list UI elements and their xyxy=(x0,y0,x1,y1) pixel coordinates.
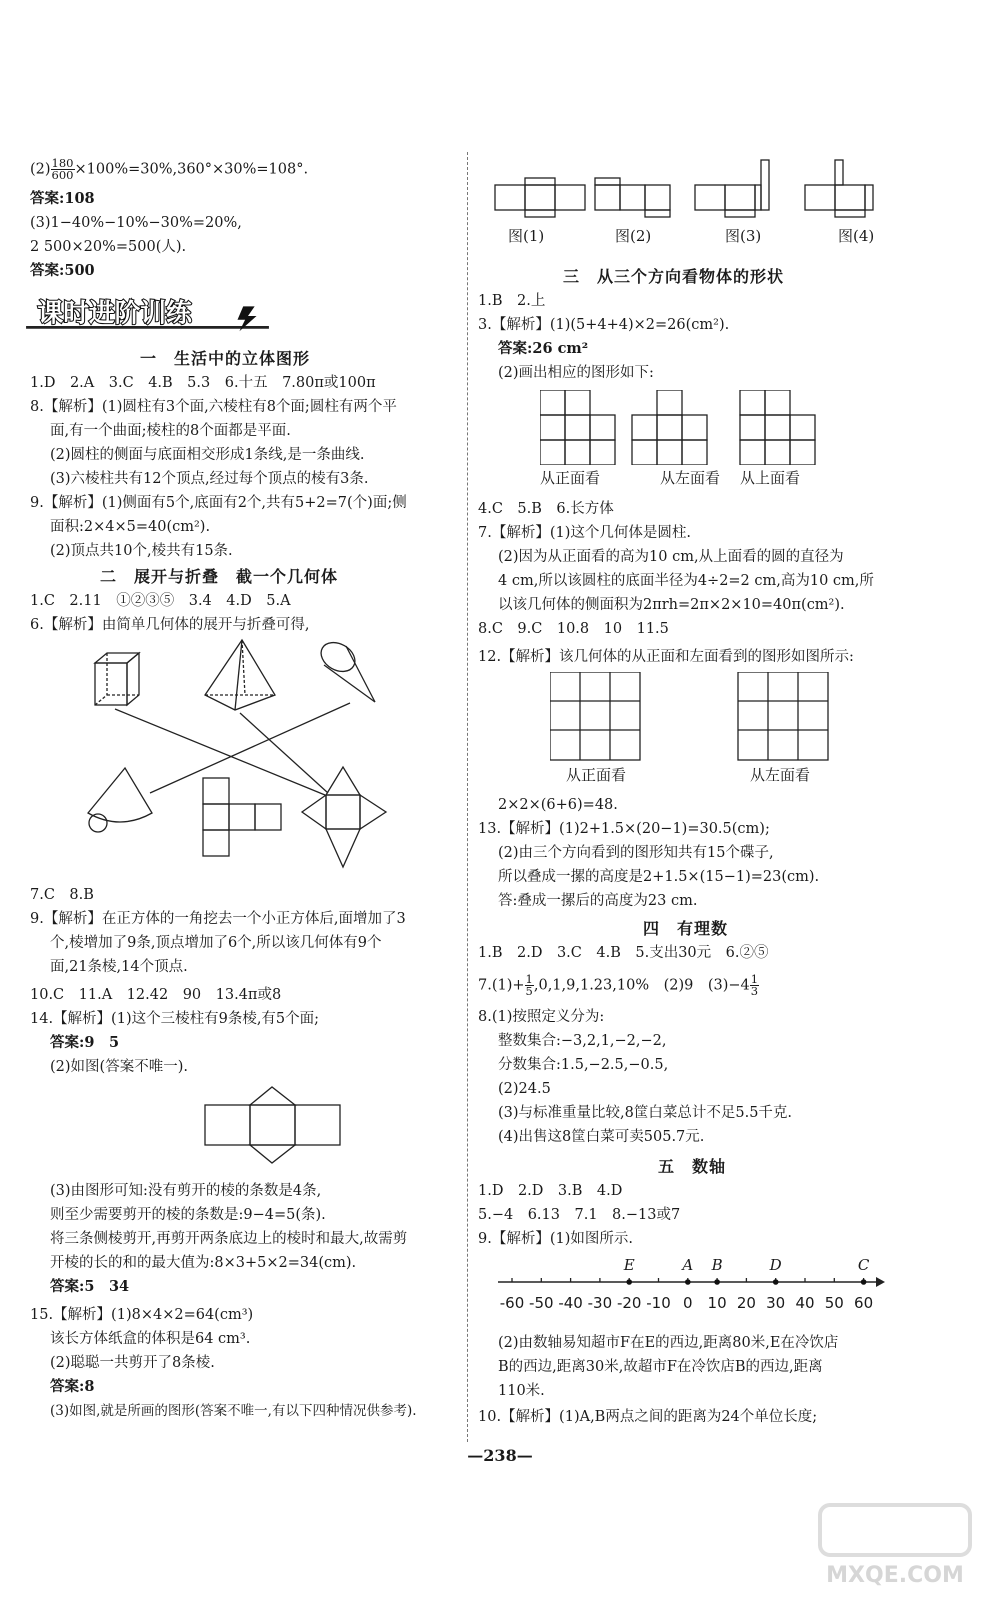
front-view-grid xyxy=(540,390,615,465)
front-view-3x3 xyxy=(550,672,640,760)
point-label: D xyxy=(769,1258,782,1274)
s4-line: 1.B 2.D 3.C 4.B 5.支出30元 6.②⑤ xyxy=(478,945,769,961)
tick-label: -10 xyxy=(646,1294,671,1312)
s1-line: (3)六棱柱共有12个顶点,经过每个顶点的棱有3条. xyxy=(50,471,369,487)
s2-line: (2)聪聪一共剪开了8条棱. xyxy=(50,1355,215,1371)
watermark-logo-shape xyxy=(820,1505,970,1555)
s2-answer: 答案:8 xyxy=(50,1378,95,1395)
view-caption-left: 从左面看 xyxy=(660,469,721,487)
watermark xyxy=(810,1500,980,1590)
s5-line: 1.D 2.D 3.B 4.D xyxy=(478,1183,623,1199)
section-4-title: 四 有理数 xyxy=(643,919,729,938)
s3-line: 4 cm,所以该圆柱的底面半径为4÷2=2 cm,高为10 cm,所 xyxy=(498,573,874,589)
watermark-text: MXQE.COM xyxy=(826,1563,964,1588)
s5-line: 110米. xyxy=(498,1383,545,1399)
s3-line: (2)因为从正面看的高为10 cm,从上面看的圆的直径为 xyxy=(498,549,844,565)
denominator: 5 xyxy=(525,984,533,998)
fig-caption-4: 图(4) xyxy=(838,227,875,245)
fraction xyxy=(51,158,75,181)
matching-figure xyxy=(80,635,400,870)
net-1 xyxy=(495,178,585,217)
s3-line: 7.【解析】(1)这个几何体是圆柱. xyxy=(478,525,691,541)
s5-line: B的西边,距离30米,故超市F在冷饮店B的西边,距离 xyxy=(498,1359,823,1375)
point-label: E xyxy=(623,1258,635,1274)
connector-lines xyxy=(115,703,350,795)
tick-label: 20 xyxy=(736,1294,756,1312)
s2-answer: 答案:5 34 xyxy=(50,1278,130,1295)
s1-line: (2)顶点共10个,棱共有15条. xyxy=(50,543,233,559)
column-divider xyxy=(467,152,468,1442)
view2-caption-left: 从左面看 xyxy=(750,766,811,784)
prev-line-3: (3)1−40%−10%−30%=20%, xyxy=(30,215,242,231)
s2-line: 10.C 11.A 12.42 90 13.4π或8 xyxy=(30,987,282,1003)
s2-line: 开棱的长的和的最大值为:8×3+5×2=34(cm). xyxy=(50,1255,357,1271)
s4-line: (2)24.5 xyxy=(498,1081,551,1097)
s3-line: 13.【解析】(1)2+1.5×(20−1)=30.5(cm); xyxy=(478,821,770,837)
three-views-figure xyxy=(540,390,840,465)
s2-line: (3)由图形可知:没有剪开的棱的条数是4条, xyxy=(50,1183,322,1199)
prev-answer-1: 答案:108 xyxy=(30,190,95,207)
view-caption-front: 从正面看 xyxy=(540,469,601,487)
s2-line: 1.C 2.11 ①②③⑤ 3.4 4.D 5.A xyxy=(30,593,291,609)
numerator: 1 xyxy=(525,972,533,986)
s1-line: 9.【解析】(1)侧面有5个,底面有2个,共有5+2=7(个)面;侧 xyxy=(30,495,407,511)
s5-line: 10.【解析】(1)A,B两点之间的距离为24个单位长度; xyxy=(478,1409,818,1425)
s3-line: (2)由三个方向看到的图形知共有15个碟子, xyxy=(498,845,774,861)
s2-line: 7.C 8.B xyxy=(30,887,94,903)
numerator: 1 xyxy=(750,972,759,986)
point-label: B xyxy=(711,1258,723,1274)
text: ,0,1,9,1.23,10% (2)9 (3)−4 xyxy=(533,977,750,994)
s2-line: (3)如图,就是所画的图形(答案不唯一,有以下四种情况供参考). xyxy=(50,1403,417,1419)
numerator: 180 xyxy=(51,156,74,170)
tick-label: -60 xyxy=(499,1294,525,1312)
s2-line: 则至少需要剪开的棱的条数是:9−4=5(条). xyxy=(50,1207,326,1223)
text: ×100%=30%,360°×30%=108°. xyxy=(74,161,309,178)
s3-line: 2×2×(6+6)=48. xyxy=(498,797,618,813)
s2-line: 9.【解析】在正方体的一角挖去一个小正方体后,面增加了3 xyxy=(30,911,406,927)
point-label: C xyxy=(857,1258,870,1274)
point-marker xyxy=(685,1279,691,1285)
s2-answer: 答案:9 5 xyxy=(50,1034,120,1051)
tick-label: 50 xyxy=(824,1294,844,1312)
s2-line: 15.【解析】(1)8×4×2=64(cm³) xyxy=(30,1307,254,1323)
top-view-grid xyxy=(740,390,815,465)
s3-line: 12.【解析】该几何体的从正面和左面看到的图形如图所示: xyxy=(478,649,854,665)
fig-caption-3: 图(3) xyxy=(725,227,762,245)
s4-line: (4)出售这8筐白菜可卖505.7元. xyxy=(498,1129,705,1145)
tick-label: 40 xyxy=(795,1294,815,1312)
s4-line: 整数集合:−3,2,1,−2,−2, xyxy=(498,1033,667,1049)
left-view-3x3 xyxy=(738,672,828,760)
prev-line-4: 2 500×20%=500(人). xyxy=(30,239,187,255)
prism-net-figure xyxy=(200,1085,350,1165)
section-banner xyxy=(20,295,275,335)
point-label: A xyxy=(682,1258,694,1274)
two-views-figure xyxy=(550,672,840,762)
s2-line: 面,21条棱,14个顶点. xyxy=(50,959,188,975)
tick-label: 30 xyxy=(766,1294,786,1312)
s2-line: 个,棱增加了9条,顶点增加了6个,所以该几何体有9个 xyxy=(50,935,382,951)
page-number: —238— xyxy=(467,1446,533,1465)
tick-label: 0 xyxy=(683,1294,693,1312)
cuboid-net xyxy=(203,778,281,856)
s1-line: 面,有一个曲面;棱柱的8个面都是平面. xyxy=(50,423,291,439)
denominator: 600 xyxy=(51,168,74,182)
tick-label: 10 xyxy=(707,1294,727,1312)
point-marker xyxy=(861,1279,867,1285)
s3-line: 答:叠成一摞后的高度为23 cm. xyxy=(498,893,698,909)
s3-line: 8.C 9.C 10.8 10 11.5 xyxy=(478,621,669,637)
s4-line: (3)与标准重量比较,8筐白菜总计不足5.5千克. xyxy=(498,1105,793,1121)
view2-caption-front: 从正面看 xyxy=(566,766,627,784)
point-marker xyxy=(773,1279,779,1285)
pyramid-net xyxy=(302,767,386,867)
point-marker xyxy=(626,1279,632,1285)
tick-label: -30 xyxy=(587,1294,613,1312)
s2-line: 该长方体纸盒的体积是64 cm³. xyxy=(50,1331,251,1347)
s3-line: 3.【解析】(1)(5+4+4)×2=26(cm²). xyxy=(478,317,730,333)
prev-line-1 xyxy=(30,158,308,181)
pyramid-shape xyxy=(205,640,275,710)
cone-shape xyxy=(316,637,375,702)
banner-title: 课时进阶训练 xyxy=(37,298,192,329)
prev-answer-2: 答案:500 xyxy=(30,262,95,279)
four-nets-figure xyxy=(490,150,930,220)
s3-line: 4.C 5.B 6.长方体 xyxy=(478,501,614,517)
s4-line: 分数集合:1.5,−2.5,−0.5, xyxy=(498,1057,669,1073)
s3-line: (2)画出相应的图形如下: xyxy=(498,365,654,381)
s1-line: 8.【解析】(1)圆柱有3个面,六棱柱有8个面;圆柱有两个平 xyxy=(30,399,397,415)
s1-line: 面积:2×4×5=40(cm²). xyxy=(50,519,211,535)
fraction xyxy=(750,974,759,997)
view-caption-top: 从上面看 xyxy=(740,469,801,487)
s1-line: (2)圆柱的侧面与底面相交形成1条线,是一条曲线. xyxy=(50,447,365,463)
tick-label: -40 xyxy=(558,1294,583,1312)
fraction xyxy=(525,974,534,997)
net-3 xyxy=(695,160,769,217)
fig-caption-1: 图(1) xyxy=(508,227,545,245)
text: 7.(1)+ xyxy=(478,977,525,994)
tick-label: 60 xyxy=(854,1294,874,1312)
s2-line: (2)如图(答案不唯一). xyxy=(50,1059,188,1075)
point-marker xyxy=(714,1279,720,1285)
s2-line: 14.【解析】(1)这个三棱柱有9条棱,有5个面; xyxy=(30,1011,320,1027)
section-3-title: 三 从三个方向看物体的形状 xyxy=(563,267,785,286)
s3-answer: 答案:26 cm² xyxy=(498,340,589,357)
s4-line-7 xyxy=(478,974,759,997)
section-1-title: 一 生活中的立体图形 xyxy=(140,349,311,368)
s5-line: 5.−4 6.13 7.1 8.−13或7 xyxy=(478,1207,681,1223)
cuboid-shape xyxy=(95,653,139,705)
section-2-title: 二 展开与折叠 截一个几何体 xyxy=(100,567,339,586)
s1-line: 1.D 2.A 3.C 4.B 5.3 6.十五 7.80π或100π xyxy=(30,375,376,391)
section-5-title: 五 数轴 xyxy=(658,1157,727,1176)
s3-line: 1.B 2.上 xyxy=(478,293,546,309)
number-line xyxy=(490,1258,890,1330)
denominator: 3 xyxy=(750,984,759,998)
fig-caption-2: 图(2) xyxy=(615,227,652,245)
arrow-icon xyxy=(876,1277,885,1287)
s5-line: 9.【解析】(1)如图所示. xyxy=(478,1231,633,1247)
cone-net xyxy=(88,768,152,832)
s5-line: (2)由数轴易知超市F在E的西边,距离80米,E在冷饮店 xyxy=(498,1335,839,1351)
tick-label: -50 xyxy=(529,1294,554,1312)
s3-line: 所以叠成一摞的高度是2+1.5×(15−1)=23(cm). xyxy=(498,869,820,885)
s4-line: 8.(1)按照定义分为: xyxy=(478,1009,605,1025)
s2-line: 6.【解析】由简单几何体的展开与折叠可得, xyxy=(30,617,310,633)
net-2 xyxy=(595,178,670,217)
left-view-grid xyxy=(632,390,707,465)
tick-label: -20 xyxy=(616,1294,642,1312)
text: (2) xyxy=(30,161,51,178)
s2-line: 将三条侧棱剪开,再剪开两条底边上的棱时和最大,故需剪 xyxy=(50,1231,408,1247)
s3-line: 以该几何体的侧面积为2πrh=2π×2×10=40π(cm²). xyxy=(498,597,845,613)
net-4 xyxy=(805,160,873,217)
